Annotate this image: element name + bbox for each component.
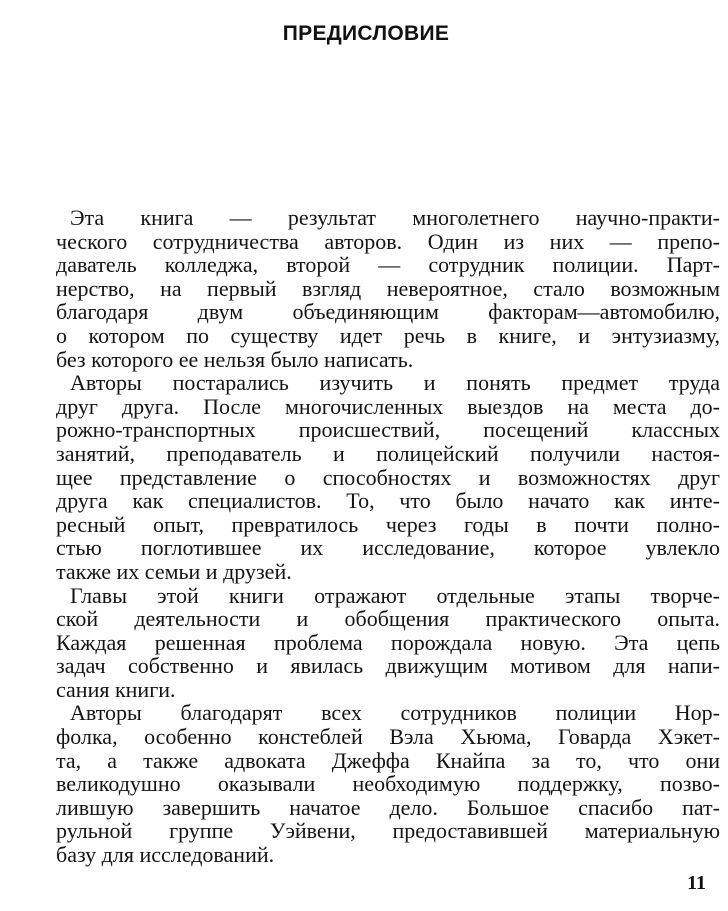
text-line: нерство, на первый взгляд невероятное, стало возможным <box>56 275 720 301</box>
text-line: ческого сотрудничества авторов. Один из них — препо- <box>56 228 720 254</box>
text-line: рожно-транспортных происшествий, посещений классных <box>56 417 720 443</box>
text-line: сания книги. <box>56 676 176 702</box>
text-line: великодушно оказывали необходимую поддержку, позво- <box>56 771 720 797</box>
text-line: друга как специалистов. То, что было начато как инте- <box>56 488 720 514</box>
text-line: благодаря двум объединяющим факторам—автомобилю, <box>56 299 720 325</box>
page-title: ПРЕДИСЛОВИЕ <box>282 22 450 45</box>
page-number: 11 <box>687 872 706 894</box>
text-line: Авторы благодарят всех сотрудников полиции Нор- <box>70 700 720 726</box>
text-line: занятий, преподаватель и полицейский получили настоя- <box>56 440 720 466</box>
text-line: Эта книга — результат многолетнего научно-практи- <box>70 205 720 230</box>
text-line: о котором по существу идет речь в книге, и энтузиазму, <box>56 322 720 348</box>
text-line: Авторы постарались изучить и понять предмет труда <box>70 370 720 396</box>
preface-text <box>56 206 720 867</box>
text-line: фолка, особенно констеблей Вэла Хьюма, Говарда Хэкет- <box>56 724 720 750</box>
text-line: без которого ее нельзя было написать. <box>56 346 414 372</box>
text-line: Главы этой книги отражают отдельные этапы творче- <box>70 582 720 608</box>
text-line: ской деятельности и обобщения практического опыта. <box>56 606 720 632</box>
text-line: стью поглотившее их исследование, которое увлекло <box>56 535 720 561</box>
text-line: та, а также адвоката Джеффа Кнайпа за то, что они <box>56 747 720 773</box>
text-line: Каждая решенная проблема порождала новую. Эта цепь <box>56 629 720 655</box>
text-line: рульной группе Уэйвени, предоставившей материальную <box>56 818 720 844</box>
text-line: щее представление о способностях и возможностях друг <box>56 464 720 490</box>
text-line: друг друга. После многочисленных выездов на места до- <box>56 393 720 419</box>
text-line: также их семьи и друзей. <box>56 558 292 584</box>
text-line: даватель колледжа, второй — сотрудник полиции. Парт- <box>56 252 720 278</box>
text-line: базу для исследований. <box>56 842 275 868</box>
text-line: лившую завершить начатое дело. Большое спасибо пат- <box>56 794 720 820</box>
text-line: ресный опыт, превратилось через годы в почти полно- <box>56 511 720 537</box>
text-line: задач собственно и явилась движущим мотивом для напи- <box>56 653 720 679</box>
